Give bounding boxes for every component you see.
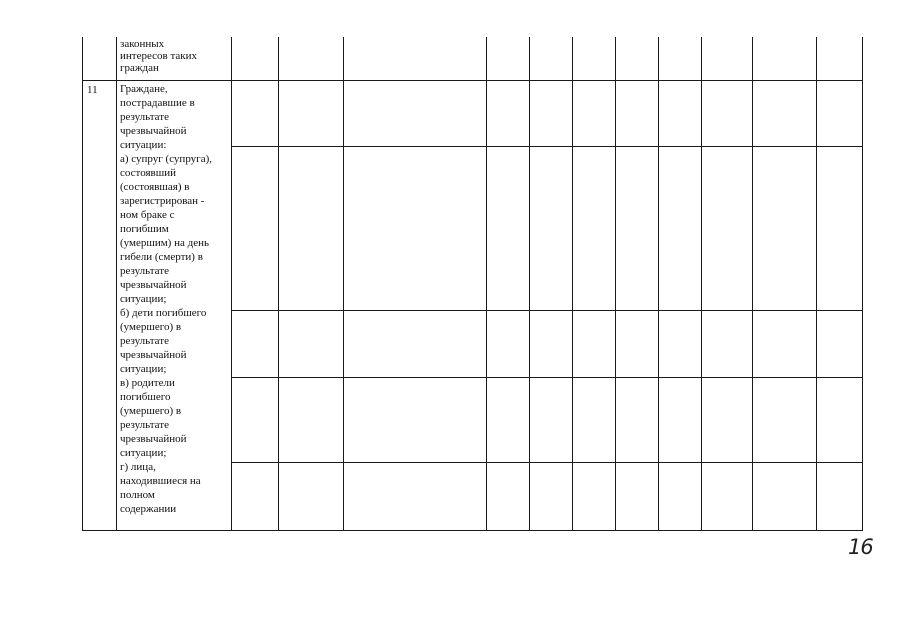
empty-cell [344, 377, 487, 462]
empty-cell [659, 80, 702, 146]
row-number: 11 [83, 80, 117, 530]
empty-cell [573, 37, 616, 80]
form-table [82, 37, 863, 531]
empty-cell [817, 310, 863, 377]
empty-cell [344, 310, 487, 377]
table-row [83, 37, 863, 80]
empty-cell [573, 462, 616, 530]
table-row [83, 80, 863, 146]
empty-cell [753, 377, 817, 462]
empty-cell [530, 37, 573, 80]
empty-cell [573, 377, 616, 462]
empty-cell [232, 310, 279, 377]
empty-cell [487, 310, 530, 377]
empty-cell [530, 80, 573, 146]
empty-cell [232, 377, 279, 462]
empty-cell [659, 462, 702, 530]
empty-cell [530, 462, 573, 530]
empty-cell [232, 80, 279, 146]
empty-cell [616, 37, 659, 80]
empty-cell [279, 462, 344, 530]
empty-cell [817, 146, 863, 310]
empty-cell [530, 377, 573, 462]
empty-cell [817, 80, 863, 146]
empty-cell [530, 146, 573, 310]
empty-cell [753, 80, 817, 146]
empty-cell [753, 310, 817, 377]
row-description: Граждане, пострадавшие в результате чрезвычайной ситуации: а) супруг (супруга), состоявший (состоявшая) в зарегистрирован - ном браке с погибшим (умершим) на день гибели (смерти) в результате чрезвычайной ситуации; б) дети погибшего (умершего) в результате чрезвычайной ситуации; в) родители погибшего (умершего) в результате чрезвычайной ситуации; г) лица, находившиеся на полном содержании [120, 82, 212, 515]
empty-cell [487, 37, 530, 80]
empty-cell [487, 377, 530, 462]
page-number: 16 [848, 535, 873, 559]
empty-cell [817, 37, 863, 80]
empty-cell [616, 146, 659, 310]
empty-cell [279, 80, 344, 146]
empty-cell [616, 310, 659, 377]
empty-cell [344, 37, 487, 80]
empty-cell [702, 310, 753, 377]
empty-cell [702, 80, 753, 146]
empty-cell [616, 462, 659, 530]
empty-cell [487, 462, 530, 530]
empty-cell [659, 377, 702, 462]
empty-cell [344, 146, 487, 310]
empty-cell [616, 377, 659, 462]
empty-cell [659, 146, 702, 310]
row-description: законных интересов таких граждан [120, 38, 197, 74]
empty-cell [344, 80, 487, 146]
description-cell [117, 37, 232, 80]
row-number-cell [83, 37, 117, 80]
empty-cell [753, 146, 817, 310]
empty-cell [753, 37, 817, 80]
empty-cell [279, 310, 344, 377]
empty-cell [753, 462, 817, 530]
empty-cell [279, 37, 344, 80]
empty-cell [279, 377, 344, 462]
empty-cell [702, 37, 753, 80]
empty-cell [616, 80, 659, 146]
empty-cell [279, 146, 344, 310]
empty-cell [344, 462, 487, 530]
empty-cell [702, 146, 753, 310]
empty-cell [232, 146, 279, 310]
empty-cell [232, 37, 279, 80]
empty-cell [702, 377, 753, 462]
empty-cell [487, 146, 530, 310]
empty-cell [232, 462, 279, 530]
empty-cell [487, 80, 530, 146]
empty-cell [573, 80, 616, 146]
empty-cell [659, 310, 702, 377]
empty-cell [817, 377, 863, 462]
empty-cell [573, 310, 616, 377]
description-cell [117, 80, 232, 530]
empty-cell [659, 37, 702, 80]
empty-cell [817, 462, 863, 530]
empty-cell [573, 146, 616, 310]
empty-cell [702, 462, 753, 530]
empty-cell [530, 310, 573, 377]
